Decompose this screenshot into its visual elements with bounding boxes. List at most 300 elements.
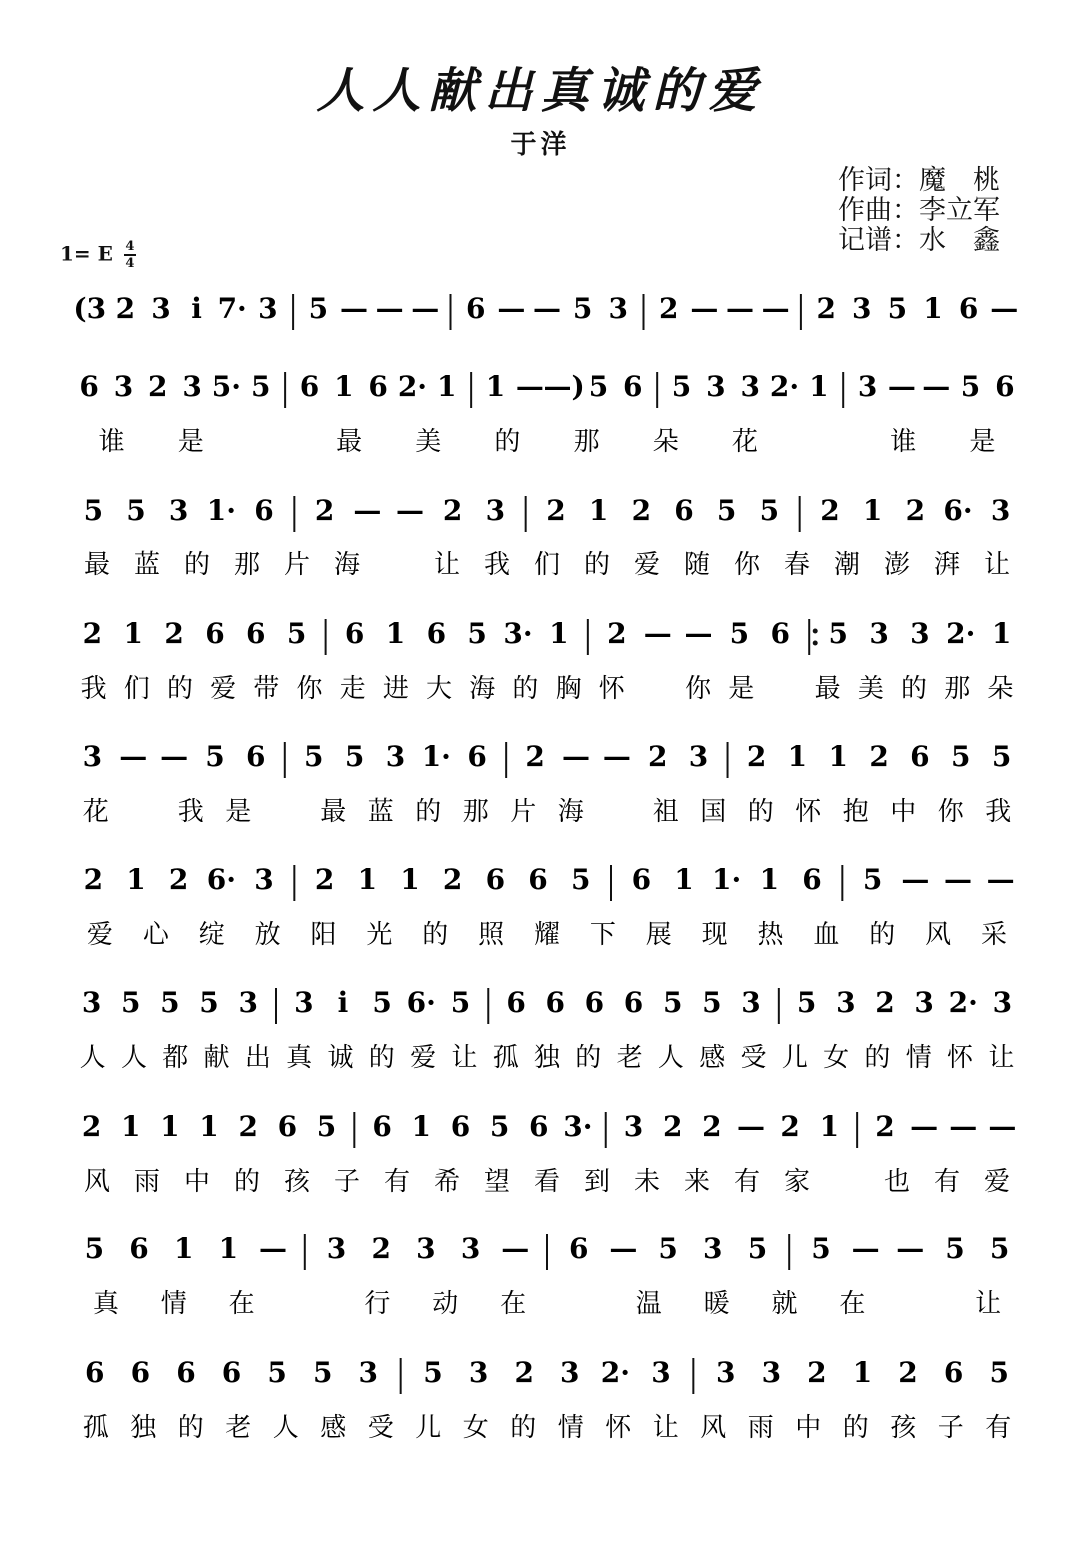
note-token: 3 <box>869 617 889 650</box>
note-token: 3 <box>741 986 761 1019</box>
note-token: 2 <box>148 370 168 403</box>
note-token: 6 <box>368 370 388 403</box>
note-token: — <box>562 740 591 773</box>
lyric-char: 我 <box>483 550 511 580</box>
note-token: 3 <box>857 370 878 403</box>
note-token: 6 <box>584 986 605 1019</box>
lyric-char: 老 <box>225 1413 252 1443</box>
lyric-char: 美 <box>857 674 884 704</box>
lyric-char: 耀 <box>533 920 561 950</box>
lyric-char: 到 <box>583 1167 611 1197</box>
note-token: 1 <box>549 617 569 650</box>
note-token: 2 <box>442 494 463 527</box>
lyric-char: 受 <box>367 1413 394 1443</box>
note-token: 5 <box>960 370 981 403</box>
meter-bottom: 4 <box>125 256 135 271</box>
note-token: 5 <box>570 863 591 896</box>
note-token: — <box>643 617 672 650</box>
transcriber-credit: 记谱：水 鑫 <box>838 225 1000 256</box>
lyric-char: 国 <box>700 797 727 827</box>
note-token: 2 <box>631 494 652 527</box>
note-token: — <box>986 863 1015 896</box>
note-token: — <box>896 1232 925 1265</box>
note-token: 5 <box>989 1232 1010 1265</box>
note-token: 6 <box>372 1110 392 1143</box>
note-token: 3 <box>151 292 171 325</box>
lyric-char: 随 <box>683 550 711 580</box>
lyric-char: 人 <box>657 1043 684 1073</box>
lyric-char: 是 <box>177 427 204 457</box>
note-token: 5 <box>120 986 141 1019</box>
note-token: 6 <box>176 1356 196 1389</box>
note-token: — <box>887 370 916 403</box>
lyric-char: 我 <box>177 797 204 827</box>
lyric-char: 进 <box>382 674 409 704</box>
lyric-char: 有 <box>383 1167 411 1197</box>
lyric-char: 让 <box>451 1043 478 1073</box>
lyric-char: 春 <box>783 550 811 580</box>
lyric-char: 在 <box>839 1289 866 1319</box>
note-token: 1 <box>787 740 808 773</box>
lyric-char: 花 <box>82 797 109 827</box>
note-token: —) <box>543 370 585 403</box>
lyric-char: 胸 <box>555 674 582 704</box>
note-token: 5 <box>658 1232 678 1265</box>
note-token: 2 <box>702 1110 722 1143</box>
note-token: 3 <box>182 370 202 403</box>
note-token: — <box>340 292 369 325</box>
note-token: 1 <box>852 1356 873 1389</box>
note-token: 6 <box>426 617 447 650</box>
note-token: 5 <box>83 494 104 527</box>
note-token: 6 <box>246 740 266 773</box>
note-token: 5 <box>312 1356 333 1389</box>
note-token: 6 <box>130 1356 151 1389</box>
note-token: 1 <box>199 1110 219 1143</box>
lyric-char: 的 <box>583 550 611 580</box>
note-token: 1 <box>218 1232 239 1265</box>
lyric-char: 女 <box>823 1043 850 1073</box>
lyric-char: 的 <box>575 1043 602 1073</box>
note-token: 1 <box>126 863 146 896</box>
lyric-char: 阳 <box>310 920 337 950</box>
note-token: 5 <box>205 740 225 773</box>
note-token: 5 <box>84 1232 105 1265</box>
note-token: — <box>515 370 544 403</box>
lyric-char: 花 <box>731 427 758 457</box>
note-token: 3 <box>836 986 856 1019</box>
lyric-char: 的 <box>368 1043 395 1073</box>
note-token: 5 <box>747 1232 768 1265</box>
note-token: 2 <box>371 1232 391 1265</box>
note-token: 3 <box>608 292 628 325</box>
note-token: 3· <box>503 617 533 650</box>
lyric-char: 你 <box>685 674 712 704</box>
note-token: 2 <box>314 863 335 896</box>
note-token: 1 <box>991 617 1012 650</box>
lyric-char: 你 <box>937 797 964 827</box>
note-token: 6 <box>466 292 486 325</box>
lyric-char: 血 <box>813 920 840 950</box>
lyric-char: 美 <box>415 427 442 457</box>
note-token: 1 <box>120 1110 141 1143</box>
note-token: 6 <box>545 986 565 1019</box>
note-token: 6 <box>205 617 225 650</box>
lyric-char: 最 <box>320 797 347 827</box>
lyric-char: 最 <box>336 427 363 457</box>
note-token: 5 <box>759 494 780 527</box>
note-token: 2 <box>525 740 545 773</box>
note-token: 2 <box>746 740 767 773</box>
note-token: 6· <box>406 986 436 1019</box>
lyric-char: 雨 <box>133 1167 161 1197</box>
lyric-char: 独 <box>130 1413 157 1443</box>
note-token: 6 <box>344 617 365 650</box>
lyric-char: 孩 <box>890 1413 917 1443</box>
note-token: 5 <box>662 986 683 1019</box>
note-token: 1 <box>334 370 354 403</box>
note-token: i <box>191 292 202 325</box>
note-token: 3 <box>258 292 278 325</box>
lyric-char: 蓝 <box>133 550 161 580</box>
note-token: 2· <box>948 986 978 1019</box>
lyric-char: 动 <box>432 1289 459 1319</box>
note-token: — <box>690 292 719 325</box>
lyric-char: 有 <box>933 1167 961 1197</box>
lyric-char: 现 <box>701 920 728 950</box>
note-token: 1 <box>400 863 420 896</box>
lyric-char: 在 <box>500 1289 527 1319</box>
note-token: 6 <box>221 1356 242 1389</box>
note-token: 1 <box>160 1110 180 1143</box>
note-token: 1 <box>923 292 943 325</box>
note-token: 2 <box>875 1110 895 1143</box>
lyric-char: 走 <box>339 674 366 704</box>
note-token: 2 <box>83 863 104 896</box>
lyric-char: 那 <box>462 797 489 827</box>
note-token: 5 <box>489 1110 510 1143</box>
lyric-char: 最 <box>814 674 841 704</box>
note-token: — <box>901 863 930 896</box>
note-token: 3 <box>914 986 934 1019</box>
lyric-char: 人 <box>272 1413 299 1443</box>
key-label: 1= E <box>60 241 113 266</box>
lyric-char: 的 <box>864 1043 891 1073</box>
note-token: 5 <box>450 986 471 1019</box>
lyric-char: 都 <box>162 1043 189 1073</box>
note-token: 6 <box>623 370 643 403</box>
lyric-char: 海 <box>333 550 361 580</box>
note-token: 2 <box>168 863 189 896</box>
note-token: 5 <box>126 494 146 527</box>
lyric-char: 们 <box>123 674 150 704</box>
note-token: 3 <box>254 863 274 896</box>
lyric-char: 光 <box>366 920 393 950</box>
lyric-char: 看 <box>533 1167 561 1197</box>
note-token: 5 <box>423 1356 443 1389</box>
note-token: 2 <box>898 1356 918 1389</box>
note-token: 1 <box>674 863 694 896</box>
note-token: 7· <box>217 292 247 325</box>
note-token: 2 <box>659 292 679 325</box>
lyric-char: 献 <box>203 1043 230 1073</box>
note-token: 2 <box>238 1110 258 1143</box>
note-token: 5 <box>316 1110 337 1143</box>
note-token: 2 <box>115 292 136 325</box>
note-token: — <box>910 1110 939 1143</box>
note-token: 1· <box>206 494 236 527</box>
lyric-char: 情 <box>160 1289 187 1319</box>
note-token: — <box>602 740 631 773</box>
note-token: 2 <box>164 617 184 650</box>
note-token: 5 <box>887 292 908 325</box>
repeat-dot <box>813 629 818 634</box>
lyric-char: 就 <box>771 1289 798 1319</box>
lyric-char: 下 <box>589 920 616 950</box>
singer-name: 于洋 <box>510 130 571 160</box>
lyric-char: 受 <box>740 1043 767 1073</box>
note-token: 2 <box>546 494 566 527</box>
note-token: 5 <box>467 617 487 650</box>
lyric-char: 的 <box>233 1167 261 1197</box>
lyric-char: 家 <box>783 1167 811 1197</box>
note-token: 6 <box>506 986 526 1019</box>
lyric-char: 照 <box>478 920 505 950</box>
note-token: 6 <box>910 740 930 773</box>
note-token: 5 <box>716 494 737 527</box>
lyric-char: 的 <box>747 797 774 827</box>
lyric-char: 中 <box>795 1413 822 1443</box>
lyric-char: 展 <box>645 920 672 950</box>
lyric-char: 人 <box>120 1043 147 1073</box>
lyric-char: 老 <box>616 1043 643 1073</box>
note-token: 3 <box>81 986 102 1019</box>
note-token: 2· <box>946 617 976 650</box>
note-token: 3 <box>623 1110 644 1143</box>
note-token: 3 <box>852 292 872 325</box>
lyric-char: 中 <box>183 1167 211 1197</box>
note-token: 5 <box>250 370 271 403</box>
lyric-char: 澎 <box>883 550 911 580</box>
note-token: 3 <box>326 1232 347 1265</box>
lyric-char: 海 <box>557 797 584 827</box>
lyric-char: 爱 <box>633 550 661 580</box>
composer-credit: 作曲：李立军 <box>838 195 1000 226</box>
note-token: 1 <box>123 617 143 650</box>
note-token: 3 <box>715 1356 736 1389</box>
note-token: 6 <box>943 1356 964 1389</box>
note-token: 6· <box>206 863 236 896</box>
note-token: 3 <box>168 494 189 527</box>
note-token: 6 <box>79 370 99 403</box>
lyric-char: 爱 <box>86 920 113 950</box>
note-token: 1 <box>385 617 406 650</box>
note-token: — <box>160 740 189 773</box>
lyric-char: 是 <box>225 797 252 827</box>
lyric-char: 怀 <box>598 674 625 704</box>
note-token: 1· <box>712 863 742 896</box>
note-token: 3 <box>82 740 103 773</box>
lyric-char: 情 <box>557 1413 584 1443</box>
note-token: 3 <box>460 1232 481 1265</box>
note-token: 2 <box>875 986 895 1019</box>
lyric-char: 谁 <box>98 427 125 457</box>
note-token: 2 <box>780 1110 800 1143</box>
note-token: 2 <box>647 740 668 773</box>
lyric-char: 情 <box>905 1043 932 1073</box>
note-token: — <box>353 494 382 527</box>
lyric-char: 祖 <box>652 797 679 827</box>
note-token: 5 <box>989 1356 1009 1389</box>
note-token: 6 <box>529 1110 549 1143</box>
note-token: 3 <box>385 740 406 773</box>
lyric-char: 爱 <box>410 1043 437 1073</box>
lyric-char: 的 <box>901 674 928 704</box>
lyric-char: 采 <box>981 920 1008 950</box>
note-token: 3 <box>706 370 726 403</box>
note-token: 3 <box>358 1356 379 1389</box>
note-token: 3 <box>238 986 258 1019</box>
note-token: 2 <box>314 494 335 527</box>
note-token: 3 <box>560 1356 580 1389</box>
lyric-char: 的 <box>512 674 539 704</box>
lyric-char: 风 <box>700 1413 727 1443</box>
note-token: 1 <box>357 863 378 896</box>
note-token: 3 <box>113 370 134 403</box>
note-token: 2 <box>82 617 103 650</box>
note-token: 5 <box>304 740 324 773</box>
note-token: 2 <box>816 292 836 325</box>
note-token: 6 <box>129 1232 149 1265</box>
note-token: 2 <box>905 494 926 527</box>
lyric-char: 望 <box>483 1167 511 1197</box>
lyric-char: 的 <box>166 674 193 704</box>
note-token: 5 <box>811 1232 831 1265</box>
note-token: — <box>609 1232 638 1265</box>
lyric-char: 让 <box>983 550 1011 580</box>
lyric-char: 让 <box>988 1043 1015 1073</box>
note-token: — <box>922 370 951 403</box>
note-token: 2 <box>442 863 463 896</box>
lyric-char: 的 <box>422 920 449 950</box>
lyric-char: 人 <box>79 1043 106 1073</box>
note-token: 1 <box>485 370 506 403</box>
lyric-char: 谁 <box>890 427 917 457</box>
note-token: 3 <box>688 740 709 773</box>
note-token: — <box>375 292 404 325</box>
lyric-char: 蓝 <box>367 797 394 827</box>
lyric-char: 的 <box>842 1413 869 1443</box>
note-token: 5 <box>828 617 848 650</box>
lyric-char: 诚 <box>327 1043 354 1073</box>
note-token: 3 <box>485 494 506 527</box>
note-token: 6 <box>85 1356 105 1389</box>
lyric-char: 放 <box>254 920 281 950</box>
note-token: 6· <box>943 494 973 527</box>
note-token: 6 <box>623 986 644 1019</box>
note-token: 1 <box>759 863 780 896</box>
note-token: 6 <box>528 863 548 896</box>
note-token: 2· <box>600 1356 630 1389</box>
note-token: — <box>501 1232 530 1265</box>
lyric-char: 让 <box>652 1413 679 1443</box>
note-token: i <box>337 986 349 1019</box>
note-token: 2 <box>607 617 627 650</box>
note-token: — <box>119 740 148 773</box>
lyric-char: 的 <box>494 427 521 457</box>
note-token: 3 <box>651 1356 671 1389</box>
note-token: 1 <box>862 494 883 527</box>
lyric-char: 的 <box>177 1413 204 1443</box>
lyric-char: 子 <box>937 1413 964 1443</box>
lyric-char: 我 <box>985 797 1012 827</box>
note-token: 1 <box>411 1110 432 1143</box>
lyric-char: 怀 <box>605 1413 632 1443</box>
note-token: 5 <box>991 740 1012 773</box>
note-token: 2 <box>662 1110 683 1143</box>
lyric-char: 有 <box>985 1413 1012 1443</box>
note-token: 1 <box>437 370 457 403</box>
lyric-char: 片 <box>283 550 311 580</box>
lyric-char: 是 <box>969 427 996 457</box>
lyric-char: 片 <box>510 797 537 827</box>
note-token: 3· <box>563 1110 593 1143</box>
lyric-char: 子 <box>333 1167 361 1197</box>
note-token: — <box>396 494 425 527</box>
meter-top: 4 <box>125 239 135 254</box>
lyric-char: 希 <box>433 1167 461 1197</box>
lyric-char: 朵 <box>987 674 1014 704</box>
lyric-char: 孤 <box>82 1413 109 1443</box>
lyric-char: 雨 <box>747 1413 774 1443</box>
note-token: 6 <box>802 863 822 896</box>
lyric-char: 孤 <box>492 1043 519 1073</box>
lyric-char: 大 <box>426 674 453 704</box>
note-token: 3 <box>992 986 1013 1019</box>
note-token: 5 <box>344 740 365 773</box>
note-token: — <box>684 617 713 650</box>
note-token: 5 <box>945 1232 965 1265</box>
note-token: 5 <box>729 617 750 650</box>
note-token: 5 <box>286 617 307 650</box>
note-token: 6 <box>485 863 506 896</box>
note-token: 3 <box>468 1356 489 1389</box>
note-token: 1 <box>173 1232 194 1265</box>
note-token: — <box>737 1110 766 1143</box>
lyric-char: 儿 <box>415 1413 442 1443</box>
note-token: 6 <box>674 494 694 527</box>
lyric-char: 最 <box>83 550 111 580</box>
lyric-char: 你 <box>296 674 323 704</box>
note-token: 6 <box>254 494 274 527</box>
note-token: 2 <box>807 1356 827 1389</box>
lyric-char: 潮 <box>833 550 861 580</box>
lyric-char: 的 <box>869 920 896 950</box>
note-token: 3 <box>761 1356 782 1389</box>
lyric-char: 的 <box>415 797 442 827</box>
lyric-char: 风 <box>83 1167 111 1197</box>
note-token: — <box>990 292 1019 325</box>
note-token: 3 <box>294 986 314 1019</box>
lyric-char: 的 <box>510 1413 537 1443</box>
note-token: — <box>988 1110 1017 1143</box>
note-token: 6 <box>246 617 266 650</box>
lyric-char: 们 <box>533 550 561 580</box>
lyric-char: 真 <box>286 1043 313 1073</box>
lyric-char: 有 <box>733 1167 761 1197</box>
note-token: 5· <box>211 370 242 403</box>
note-token: 5 <box>862 863 883 896</box>
